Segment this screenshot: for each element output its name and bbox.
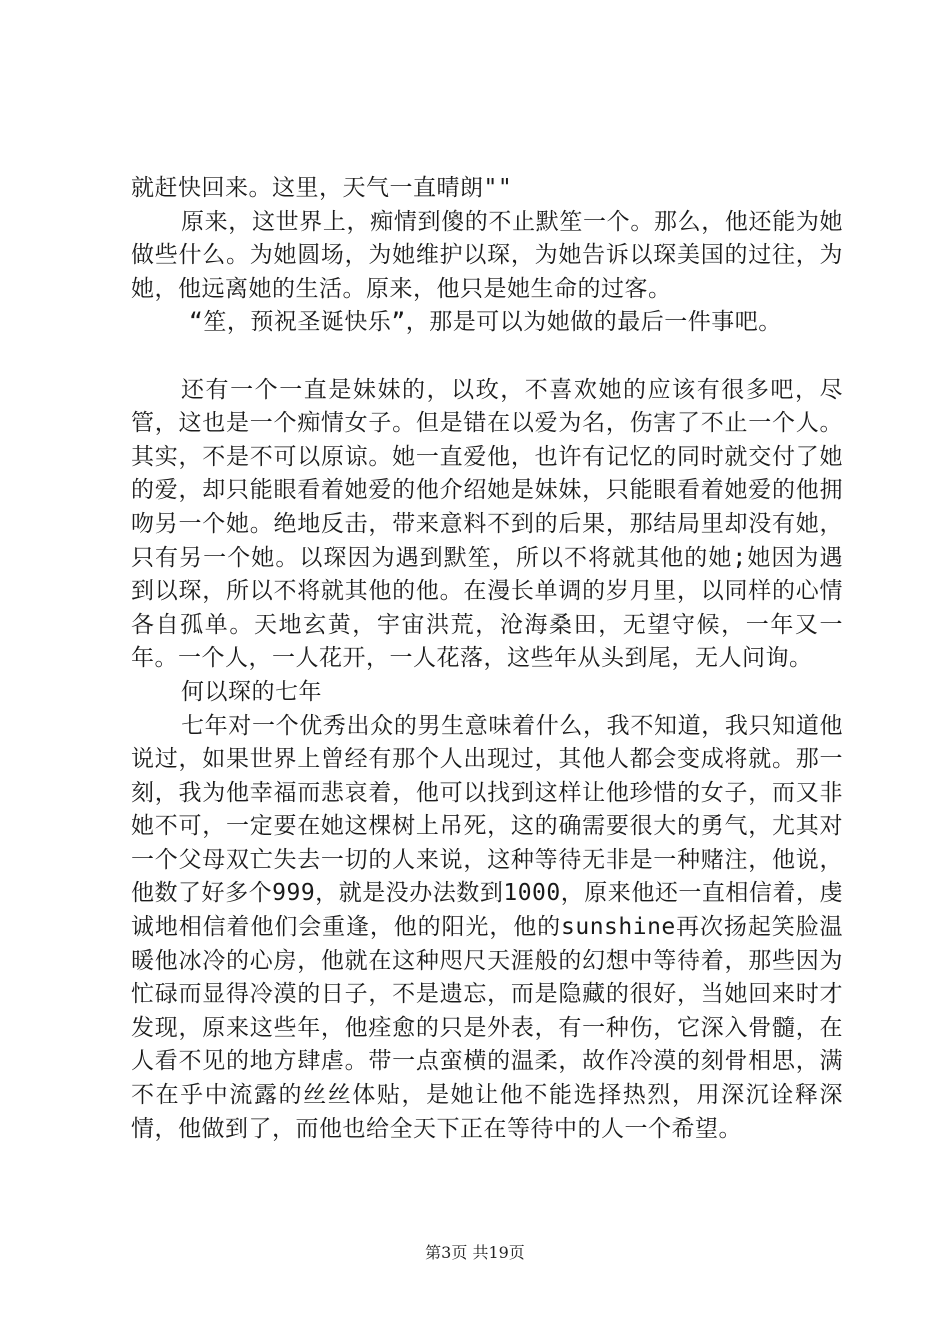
paragraph-continuation: 就赶快回来。这里，天气一直晴朗"" — [131, 175, 513, 201]
section-heading: 何以琛的七年 — [181, 678, 322, 705]
page-number-footer: 第3页 共19页 — [425, 1243, 525, 1262]
paragraph-christmas: “笙，预祝圣诞快乐”，那是可以为她做的最后一件事吧。 — [189, 309, 782, 336]
paragraph-passerby: 原来，这世界上，痴情到傻的不止默笙一个。那么，他还能为她做些什么。为她圆场，为她维护以琛，为她告诉以琛美国的过往，为她，他远离她的生活。原来，他只是她生命的过客。 — [131, 208, 843, 302]
paragraph-yimei: 还有一个一直是妹妹的，以玫，不喜欢她的应该有很多吧，尽管，这也是一个痴情女子。但是错在以爱为名，伤害了不止一个人。其实，不是不可以原谅。她一直爱他，也许有记忆的同时就交付了她的爱，却只能眼看着她爱的他介绍她是妹妹，只能眼看着她爱的他拥吻另一个她。绝地反击，带来意料不到的后果，那结局里却没有她，只有另一个她。以琛因为遇到默笙，所以不将就其他的她;她因为遇到以琛，所以不将就其他的他。在漫长单调的岁月里，以同样的心情各自孤单。天地玄黄，宇宙洪荒，沧海桑田，无望守候，一年又一年。一个人，一人花开，一人花落，这些年从头到尾，无人问询。 — [131, 376, 843, 672]
paragraph-spacer — [131, 340, 843, 374]
document-body — [131, 172, 843, 1146]
paragraph-seven-years: 七年对一个优秀出众的男生意味着什么，我不知道，我只知道他说过，如果世界上曾经有那个人出现过，其他人都会变成将就。那一刻，我为他幸福而悲哀着，他可以找到这样让他珍惜的女子，而又非她不可，一定要在她这棵树上吊死，这的确需要很大的勇气，尤其对一个父母双亡失去一切的人来说，这种等待无非是一种赌注，他说，他数了好多个999，就是没办法数到1000，原来他还一直相信着，虔诚地相信着他们会重逢，他的阳光，他的sunshine再次扬起笑脸温暖他冰冷的心房，他就在这种咫尺天涯般的幻想中等待着，那些因为忙碌而显得冷漠的日子，不是遗忘，而是隐藏的很好，当她回来时才发现，原来这些年，他痊愈的只是外表，有一种伤，它深入骨髓，在人看不见的地方肆虐。带一点蛮横的温柔，故作冷漠的刻骨相思，满不在乎中流露的丝丝体贴，是她让他不能选择热烈，用深沉诠释深情，他做到了，而他也给全天下正在等待中的人一个希望。 — [131, 712, 843, 1142]
